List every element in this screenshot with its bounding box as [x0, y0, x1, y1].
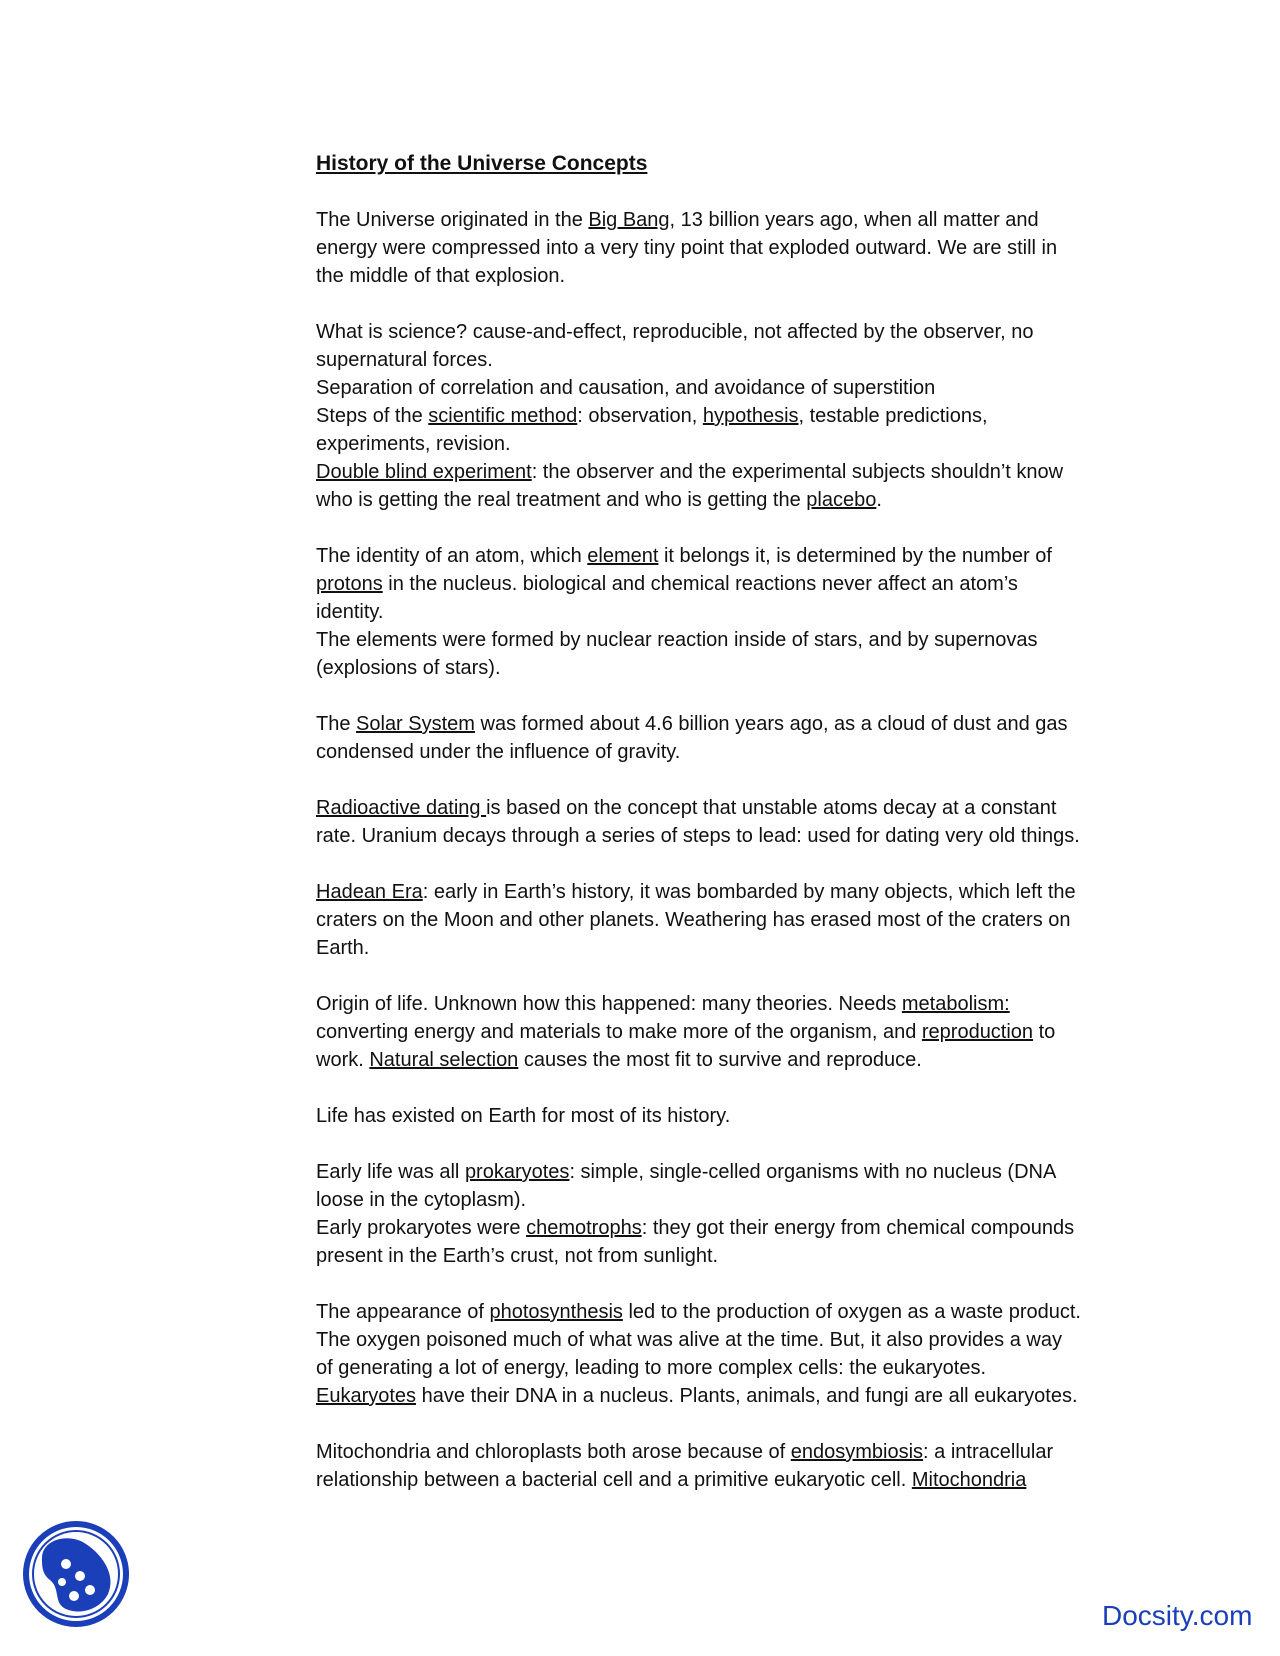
key-term: Mitochondria: [911, 1469, 1027, 1491]
text-line: [316, 402, 1136, 430]
text-segment: converting energy and materials to make more of the organism, and: [316, 1021, 922, 1043]
text-line: [316, 1298, 1136, 1326]
text-segment: : the observer and the experimental subjects shouldn’t know: [531, 461, 1064, 483]
text-line: [316, 822, 1136, 850]
paragraph: [316, 1158, 1136, 1270]
text-segment: causes the most fit to survive and reproduce.: [518, 1049, 922, 1071]
key-term: placebo: [806, 489, 877, 511]
text-line: [316, 570, 1136, 598]
text-line: [316, 430, 1136, 458]
text-segment: condensed under the influence of gravity.: [316, 741, 681, 763]
key-term: Eukaryotes: [316, 1385, 417, 1407]
document-title: History of the Universe Concepts: [316, 152, 648, 175]
text-line: [316, 206, 1136, 234]
text-line: [316, 1186, 1136, 1214]
key-term: Natural selection: [369, 1049, 519, 1071]
paragraph: [316, 878, 1136, 962]
text-line: [316, 906, 1136, 934]
text-segment: who is getting the real treatment and who is getting the: [316, 489, 807, 511]
text-line: [316, 934, 1136, 962]
text-segment: is based on the concept that unstable atoms decay at a constant: [486, 797, 1057, 819]
text-segment: of generating a lot of energy, leading to more complex cells: the eukaryotes.: [316, 1357, 987, 1379]
key-term: Double blind experiment: [316, 461, 532, 483]
text-segment: The appearance of: [316, 1301, 490, 1323]
text-line: [316, 262, 1136, 290]
text-segment: energy were compressed into a very tiny point that exploded outward. We are still in: [316, 237, 1058, 259]
text-segment: the middle of that explosion.: [316, 265, 566, 287]
text-segment: : simple, single-celled organisms with no nucleus (DNA: [569, 1161, 1057, 1183]
text-line: [316, 234, 1136, 262]
text-line: [316, 626, 1136, 654]
key-term: endosymbiosis: [790, 1441, 924, 1463]
text-segment: Separation of correlation and causation, and avoidance of superstition: [316, 377, 936, 399]
text-segment: supernatural forces.: [316, 349, 493, 371]
text-segment: Mitochondria and chloroplasts both arose because of: [316, 1441, 791, 1463]
paragraphs: [316, 206, 1136, 1494]
key-term: reproduction: [921, 1021, 1034, 1043]
paragraph: [316, 542, 1136, 682]
paragraph: [316, 794, 1136, 850]
text-line: [316, 1382, 1136, 1410]
text-segment: , 13 billion years ago, when all matter and: [669, 209, 1039, 231]
key-term: scientific method: [428, 405, 578, 427]
text-segment: The elements were formed by nuclear reaction inside of stars, and by supernovas: [316, 629, 1038, 651]
docsity-logo-icon[interactable]: [20, 1518, 132, 1630]
text-segment: The identity of an atom, which: [316, 545, 588, 567]
text-line: [316, 1242, 1136, 1270]
key-term: element: [587, 545, 659, 567]
text-segment: identity.: [316, 601, 384, 623]
text-segment: , testable predictions,: [798, 405, 988, 427]
paragraph: [316, 1298, 1136, 1410]
paragraph: [316, 318, 1136, 514]
text-segment: Early prokaryotes were: [316, 1217, 527, 1239]
text-line: [316, 1214, 1136, 1242]
text-segment: (explosions of stars).: [316, 657, 501, 679]
text-segment: .: [876, 489, 882, 511]
text-segment: it belongs it, is determined by the number of: [658, 545, 1052, 567]
text-line: [316, 1018, 1136, 1046]
text-line: [316, 1158, 1136, 1186]
text-line: [316, 738, 1136, 766]
text-line: [316, 542, 1136, 570]
text-segment: to: [1033, 1021, 1056, 1043]
text-segment: The: [316, 713, 357, 735]
text-segment: Steps of the: [316, 405, 429, 427]
text-segment: in the nucleus. biological and chemical reactions never affect an atom’s: [382, 573, 1018, 595]
key-term: photosynthesis: [489, 1301, 623, 1323]
text-segment: relationship between a bacterial cell and a primitive eukaryotic cell.: [316, 1469, 912, 1491]
text-line: [316, 794, 1136, 822]
text-line: [316, 346, 1136, 374]
key-term: Radioactive dating: [316, 797, 487, 819]
text-segment: What is science? cause-and-effect, reproducible, not affected by the observer, no: [316, 321, 1034, 343]
text-line: [316, 1102, 1136, 1130]
text-segment: : observation,: [577, 405, 703, 427]
key-term: hypothesis: [702, 405, 799, 427]
text-line: [316, 1046, 1136, 1074]
text-segment: The Universe originated in the: [316, 209, 589, 231]
text-line: [316, 654, 1136, 682]
text-segment: loose in the cytoplasm).: [316, 1189, 527, 1211]
key-term: protons: [316, 573, 383, 595]
text-segment: Origin of life. Unknown how this happened: many theories. Needs: [316, 993, 902, 1015]
text-segment: Earth.: [316, 937, 370, 959]
key-term: Hadean Era: [316, 881, 423, 903]
text-line: [316, 486, 1136, 514]
text-segment: craters on the Moon and other planets. Weathering has erased most of the craters on: [316, 909, 1071, 931]
text-segment: : early in Earth’s history, it was bombarded by many objects, which left the: [422, 881, 1076, 903]
text-segment: The oxygen poisoned much of what was alive at the time. But, it also provides a way: [316, 1329, 1062, 1351]
text-line: [316, 1326, 1136, 1354]
document-body: [316, 150, 1136, 1522]
paragraph: [316, 206, 1136, 290]
text-line: [316, 598, 1136, 626]
paragraph: [316, 710, 1136, 766]
key-term: chemotrophs: [526, 1217, 642, 1239]
text-line: [316, 1354, 1136, 1382]
text-segment: have their DNA in a nucleus. Plants, animals, and fungi are all eukaryotes.: [416, 1385, 1078, 1407]
text-segment: Life has existed on Earth for most of its history.: [316, 1105, 731, 1127]
text-line: [316, 990, 1136, 1018]
paragraph: [316, 1102, 1136, 1130]
text-segment: led to the production of oxygen as a waste product.: [622, 1301, 1081, 1323]
docsity-brand-link[interactable]: Docsity.com: [1102, 1600, 1253, 1631]
text-line: [316, 1466, 1136, 1494]
text-segment: Early life was all: [316, 1161, 465, 1183]
text-segment: : they got their energy from chemical compounds: [641, 1217, 1075, 1239]
text-segment: experiments, revision.: [316, 433, 511, 455]
key-term: metabolism:: [901, 993, 1010, 1015]
paragraph: [316, 1438, 1136, 1494]
text-line: [316, 878, 1136, 906]
text-segment: : a intracellular: [923, 1441, 1054, 1463]
text-line: [316, 710, 1136, 738]
text-segment: present in the Earth’s crust, not from sunlight.: [316, 1245, 719, 1267]
text-segment: rate. Uranium decays through a series of steps to lead: used for dating very old things.: [316, 825, 1080, 847]
key-term: Big Bang: [588, 209, 670, 231]
text-line: [316, 1438, 1136, 1466]
paragraph: [316, 990, 1136, 1074]
text-line: [316, 458, 1136, 486]
text-segment: was formed about 4.6 billion years ago, as a cloud of dust and gas: [474, 713, 1068, 735]
text-line: [316, 318, 1136, 346]
text-segment: work.: [316, 1049, 370, 1071]
key-term: prokaryotes: [464, 1161, 570, 1183]
key-term: Solar System: [356, 713, 475, 735]
text-line: [316, 374, 1136, 402]
